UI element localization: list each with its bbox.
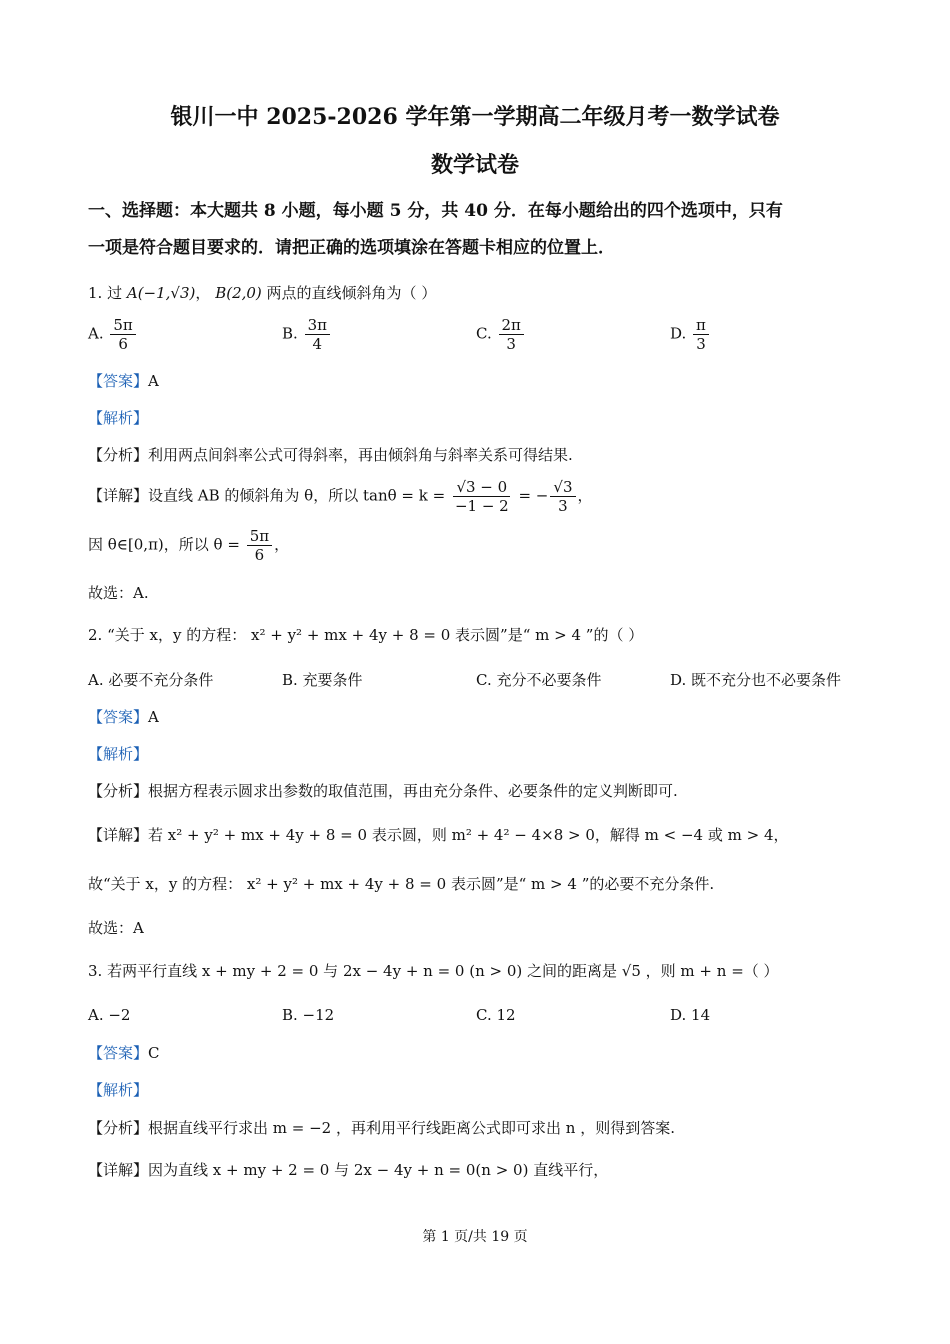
q2-analysis: 【分析】根据方程表示圆求出参数的取值范围，再由充分条件、必要条件的定义判断即可. bbox=[88, 782, 678, 800]
section-instructions-line1: 一、选择题：本大题共 8 小题，每小题 5 分，共 40 分．在每小题给出的四个选项中，只有 bbox=[88, 201, 783, 221]
q2-detail: 【详解】若 x² + y² + mx + 4y + 8 = 0 表示圆，则 m² + 4² − 4×8 > 0，解得 m < −4 或 m > 4， bbox=[88, 826, 789, 844]
q3-stem: 3. 若两平行直线 x + my + 2 = 0 与 2x − 4y + n = 0 (n > 0) 之间的距离是 √5 ，则 m + n =（ ） bbox=[88, 962, 779, 980]
q1-analysis: 【分析】利用两点间斜率公式可得斜率，再由倾斜角与斜率关系可得结果. bbox=[88, 446, 573, 464]
q2-conclusion: 故“关于 x，y 的方程： x² + y² + mx + 4y + 8 = 0 表示圆”是“ m > 4 ”的必要不充分条件. bbox=[88, 875, 715, 893]
q2-answer: 【答案】A bbox=[88, 708, 159, 726]
q3-answer: 【答案】C bbox=[88, 1044, 160, 1062]
q2-stem: 2. “关于 x，y 的方程： x² + y² + mx + 4y + 8 = 0 表示圆”是“ m > 4 ”的（ ） bbox=[88, 626, 644, 644]
exam-title: 银川一中 2025-2026 学年第一学期高二年级月考一数学试卷 bbox=[170, 104, 780, 130]
page-footer: 第 1 页/共 19 页 bbox=[422, 1229, 528, 1245]
q3-detail: 【详解】因为直线 x + my + 2 = 0 与 2x − 4y + n = 0(n > 0) 直线平行， bbox=[88, 1161, 609, 1179]
exam-subtitle: 数学试卷 bbox=[430, 152, 519, 178]
q1-choose: 故选：A. bbox=[88, 584, 149, 602]
q3-analysis: 【分析】根据直线平行求出 m = −2 ，再利用平行线距离公式即可求出 n ，则得到答案. bbox=[88, 1119, 675, 1137]
q1-stem: 1. 过 A(−1,√3)， B(2,0) 两点的直线倾斜角为（ ） bbox=[88, 284, 437, 302]
q1-option-b: B. $\frac{3\pi}{4}$ bbox=[282, 316, 332, 353]
q1-answer: 【答案】A bbox=[88, 372, 159, 390]
q1-option-c: C. $\frac{2\pi}{3}$ bbox=[476, 316, 526, 353]
q1-detail-line2: 因 θ∈[0,π)，所以 θ = $\frac{5\pi}{6}$ ， bbox=[88, 527, 290, 564]
q3-option-a: A. −2 bbox=[88, 1006, 131, 1024]
q2-option-b: B. 充要条件 bbox=[282, 671, 363, 689]
q1-option-a: A. $\frac{5\pi}{6}$ bbox=[88, 316, 138, 353]
q1-point-b: B(2,0) bbox=[215, 284, 262, 302]
q3-option-c: C. 12 bbox=[476, 1006, 516, 1024]
q1-analysis-heading: 【解析】 bbox=[88, 409, 149, 427]
q2-option-a: A. 必要不充分条件 bbox=[88, 671, 214, 689]
q2-analysis-heading: 【解析】 bbox=[88, 745, 149, 763]
q3-analysis-heading: 【解析】 bbox=[88, 1081, 149, 1099]
q2-choose: 故选：A bbox=[88, 919, 144, 937]
q1-detail: 【详解】设直线 AB 的倾斜角为 θ，所以 tanθ = k = $\frac{√3 - 0}{-1 - 2}$ = − $\frac{√3}{3}$ ， bbox=[88, 478, 593, 515]
q3-option-b: B. −12 bbox=[282, 1006, 335, 1024]
q2-option-d: D. 既不充分也不必要条件 bbox=[670, 671, 842, 689]
q1-point-a: A(−1,√3) bbox=[126, 284, 196, 302]
q3-option-d: D. 14 bbox=[670, 1006, 711, 1024]
q2-option-c: C. 充分不必要条件 bbox=[476, 671, 602, 689]
section-instructions-line2: 一项是符合题目要求的．请把正确的选项填涂在答题卡相应的位置上． bbox=[88, 238, 615, 258]
q1-option-d: D. $\frac{\pi}{3}$ bbox=[670, 316, 711, 353]
